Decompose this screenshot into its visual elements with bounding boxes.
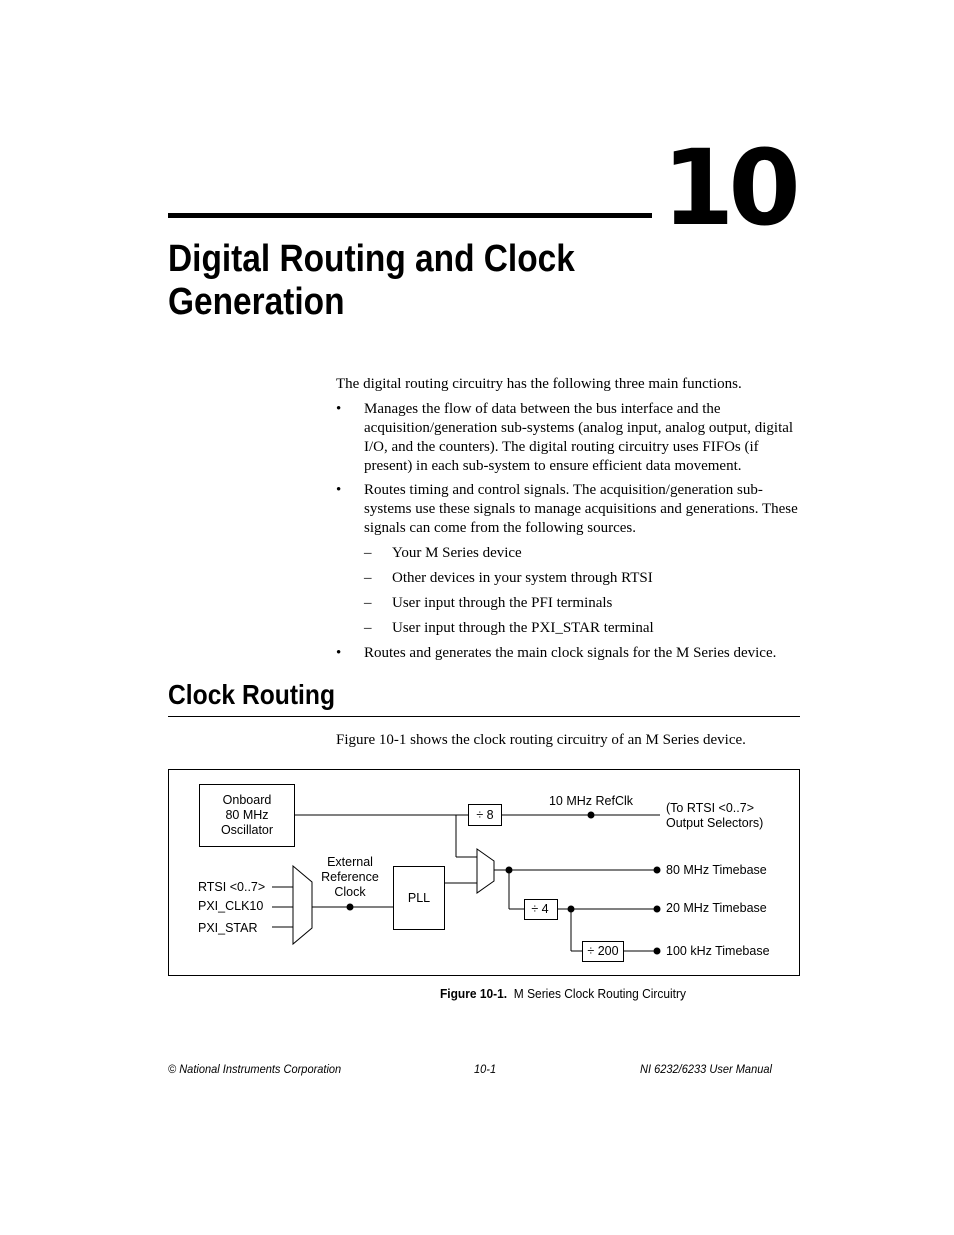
tb20-label: 20 MHz Timebase [666,901,767,915]
div4-label: ÷ 4 [531,902,549,916]
rtsi-out-label-1: (To RTSI <0..7> [666,801,755,815]
tb80-label: 80 MHz Timebase [666,863,767,877]
extref-junction [347,904,354,911]
section-title: Clock Routing [168,679,335,710]
chapter-number: 10 [662,127,795,249]
oscillator-label-1: Onboard [222,793,272,807]
figure-caption-text: M Series Clock Routing Circuitry [513,986,686,1001]
input-pxistar-label: PXI_STAR [198,921,258,935]
input-mux [293,866,312,944]
bullet-mark: • [336,482,342,498]
bullet-text: Routes timing and control signals. The acquisition/generation sub-systems use these signals to manage acquisitions and generations. These signals can come from the following sources. [364,482,798,536]
bullet-text: Routes and generates the main clock signals for the M Series device. [364,645,777,661]
dash-mark: – [364,545,372,561]
extref-label-3: Clock [334,885,366,899]
figure-caption-label: Figure 10-1. [440,986,508,1001]
bullet-mark: • [336,401,342,417]
refclk-junction [588,812,595,819]
tb100k-label: 100 kHz Timebase [666,944,770,958]
footer-left: © National Instruments Corporation [168,1062,342,1076]
source-text: Your M Series device [392,545,522,561]
chapter-title-line-2: Generation [168,281,345,323]
pll-label: PLL [407,891,431,905]
bullet-mark: • [336,645,342,661]
input-rtsi-label: RTSI <0..7> [198,880,266,894]
figure-reference: Figure 10-1 shows the clock routing circuitry of an M Series device. [336,732,746,748]
tb100k-terminal [654,948,661,955]
input-pxiclk-label: PXI_CLK10 [198,899,264,913]
source-text: Other devices in your system through RTSI [392,570,653,586]
dash-mark: – [364,570,372,586]
dash-mark: – [364,595,372,611]
extref-label-1: External [327,855,373,869]
source-text: User input through the PXI_STAR terminal [392,620,654,636]
chapter-title-line-1: Digital Routing and Clock [168,238,575,280]
footer-right: NI 6232/6233 User Manual [640,1062,772,1076]
tb80-terminal [654,867,661,874]
rtsi-out-label-2: Output Selectors) [666,816,764,830]
figure-caption [440,986,686,1002]
bullet-text: Manages the flow of data between the bus interface and the acquisition/generation sub-systems (analog input, analog output, digital I/O, and the counters). The digital routing circuitry uses FIFOs (if present) in each sub-system to ensure efficient data movement. [364,401,794,474]
oscillator-label-2: 80 MHz [225,808,269,822]
refclk-label: 10 MHz RefClk [548,794,634,808]
timebase-mux [477,849,494,893]
intro-paragraph: The digital routing circuitry has the following three main functions. [336,376,742,392]
div200-label: ÷ 200 [587,944,619,958]
tb20-terminal [654,906,661,913]
extref-label-2: Reference [321,870,379,884]
source-text: User input through the PFI terminals [392,595,613,611]
div8-label: ÷ 8 [476,808,494,822]
oscillator-label-3: Oscillator [220,823,274,837]
footer-page-number: 10-1 [474,1062,497,1076]
dash-mark: – [364,620,372,636]
